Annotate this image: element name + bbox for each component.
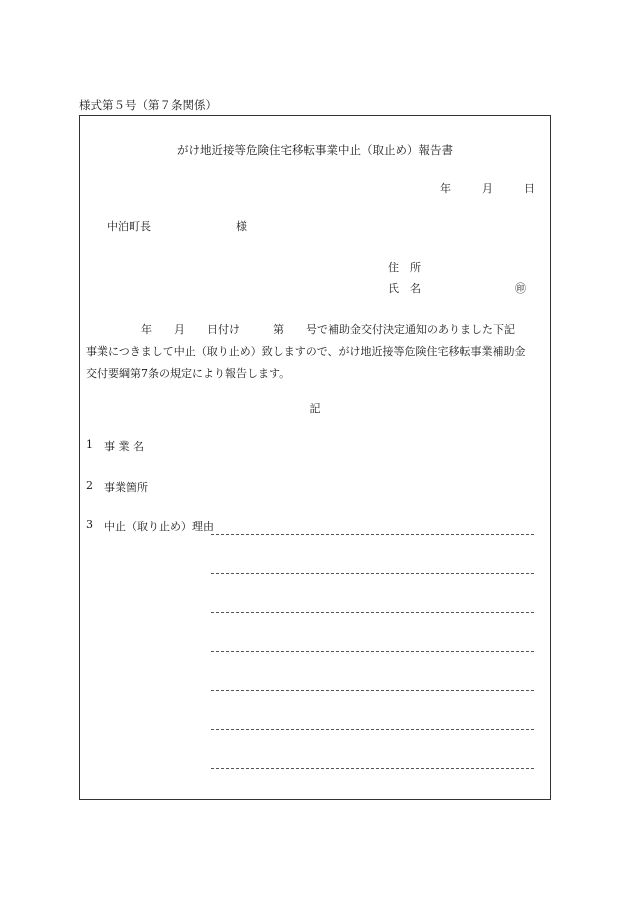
reason-line[interactable] xyxy=(211,612,534,613)
item-label: 事業箇所 xyxy=(104,481,148,494)
body-text xyxy=(86,319,546,385)
reason-line[interactable] xyxy=(211,768,534,769)
reason-line[interactable] xyxy=(211,729,534,730)
date-line xyxy=(440,180,535,196)
date-month: 月 xyxy=(482,182,493,195)
document-title: がけ地近接等危険住宅移転事業中止（取止め）報告書 xyxy=(177,143,453,157)
seal-mark-icon: ㊞ xyxy=(515,282,526,295)
reason-line[interactable] xyxy=(211,690,534,691)
applicant-address-label: 住 所 xyxy=(388,261,421,274)
addressee-honorific: 様 xyxy=(236,220,247,233)
item-number: 2 xyxy=(86,479,93,492)
reason-line[interactable] xyxy=(211,651,534,652)
applicant-name-label: 氏 名 xyxy=(388,282,421,295)
date-year: 年 xyxy=(440,182,451,195)
addressee-name: 中泊町長 xyxy=(107,220,151,233)
item-number: 1 xyxy=(86,438,93,451)
item-number: 3 xyxy=(86,518,93,531)
body-line: 事業につきまして中止（取り止め）致しますので、がけ地近接等危険住宅移転事業補助金 xyxy=(86,345,526,358)
body-line: 交付要綱第7条の規定により報告します。 xyxy=(86,367,291,380)
body-line: 年 月 日付け 第 号で補助金交付決定通知のありました下記 xyxy=(86,323,515,336)
item-label: 事 業 名 xyxy=(104,440,144,453)
ki-heading: 記 xyxy=(309,402,321,415)
reason-line[interactable] xyxy=(211,573,534,574)
item-label: 中止（取り止め）理由 xyxy=(104,520,214,533)
date-day: 日 xyxy=(524,182,535,195)
form-number-label: 様式第５号（第７条関係） xyxy=(79,98,217,112)
reason-line[interactable] xyxy=(211,534,534,535)
